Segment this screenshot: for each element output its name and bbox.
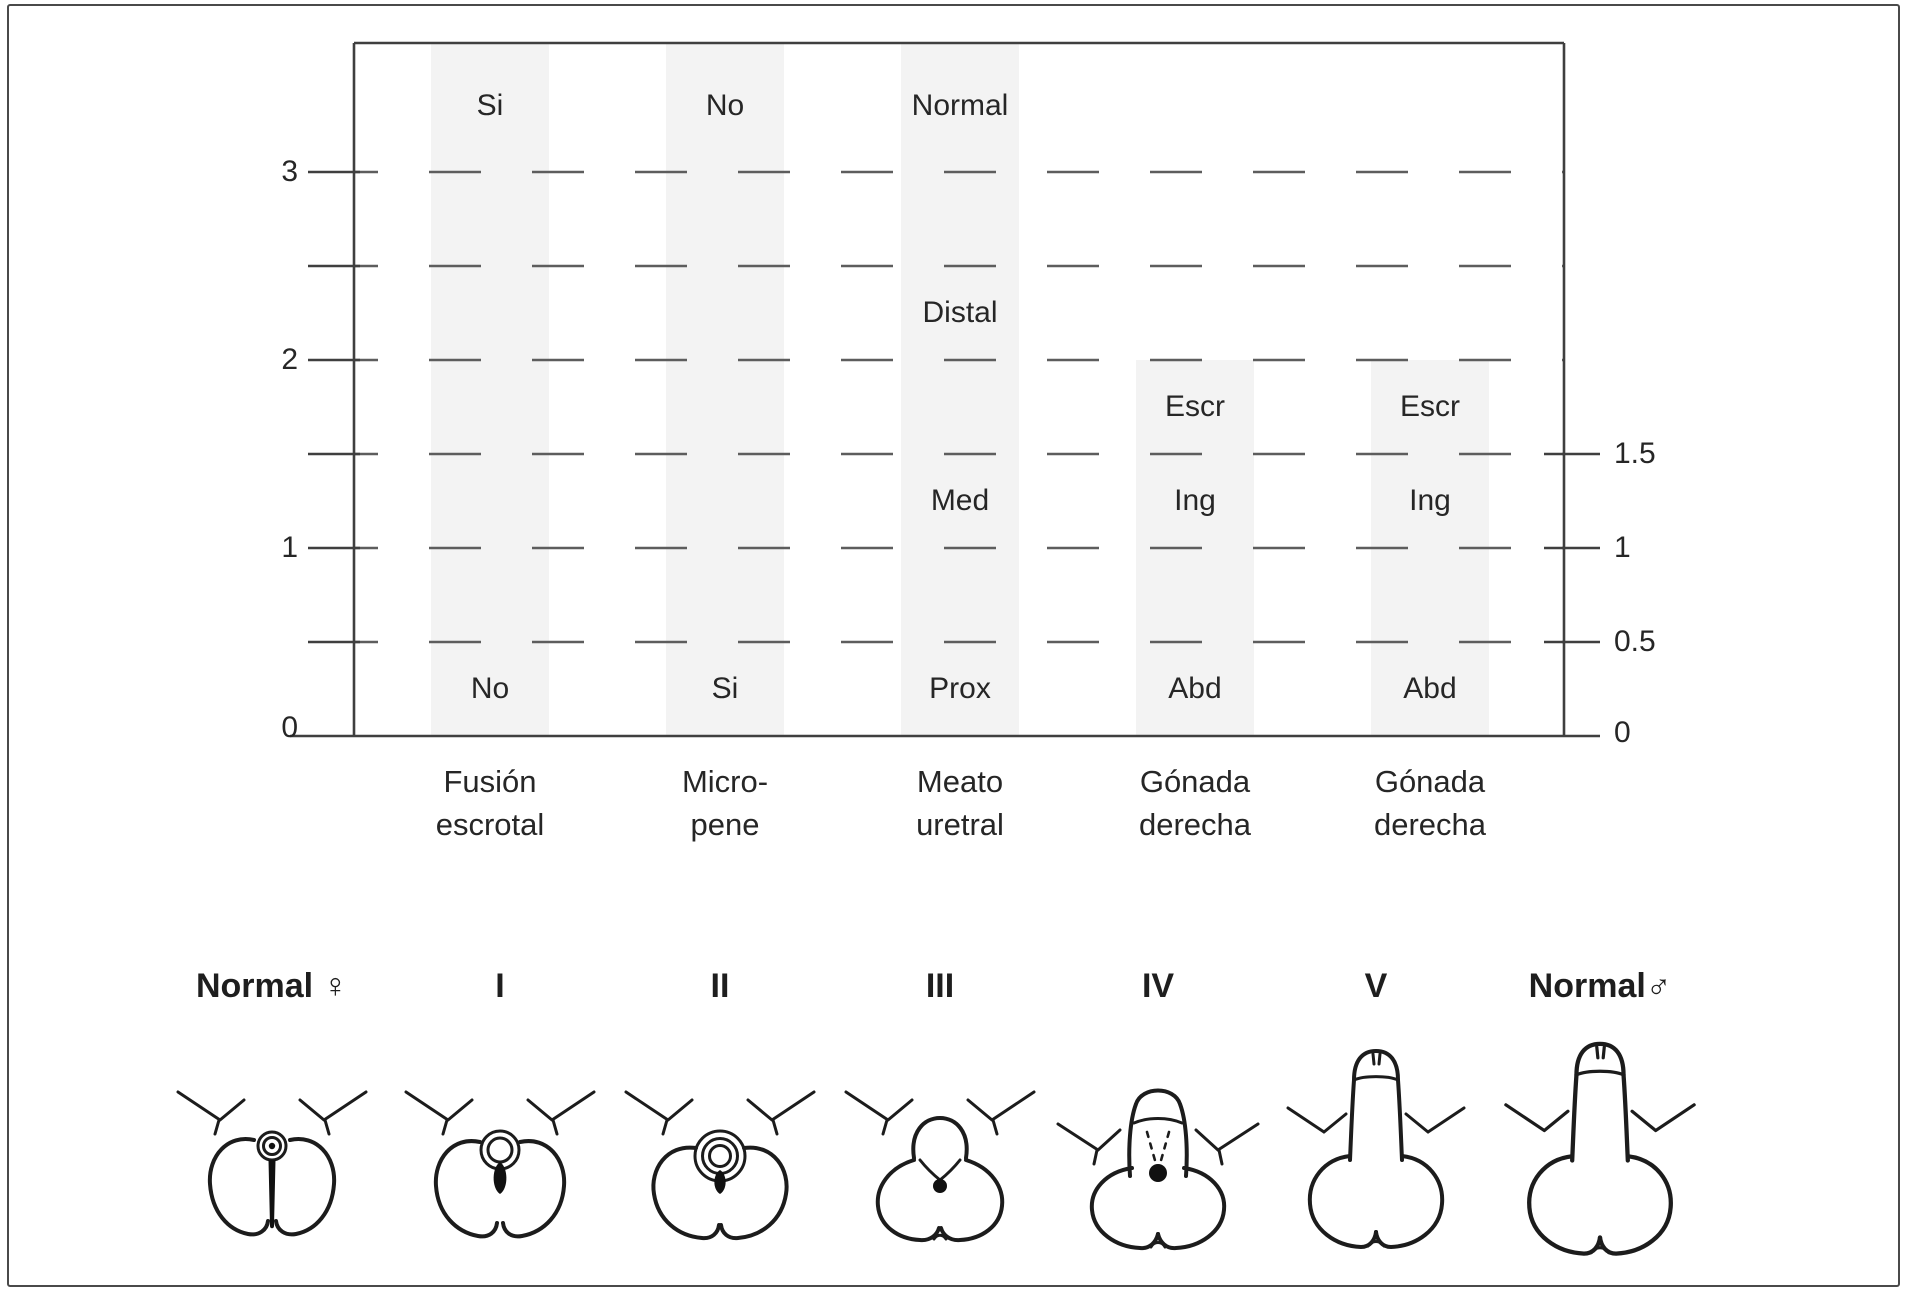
category-line: Gónada — [1139, 764, 1251, 799]
stage-label-normal-male: Normal♂ — [1528, 967, 1672, 1005]
band-micropene — [666, 43, 784, 736]
category-gonada-derecha-2 — [1320, 760, 1540, 846]
right-axis-label-1: 1 — [1614, 531, 1631, 564]
option-meato-prox: Prox — [929, 672, 991, 705]
option-fusion-no: No — [470, 672, 510, 705]
category-meato-uretral — [850, 760, 1070, 846]
option-meato-distal: Distal — [922, 296, 998, 329]
option-gonada2-abd: Abd — [1403, 672, 1457, 705]
category-fusion-escrotal — [380, 760, 600, 846]
genitalia-prader-4-icon — [1048, 1028, 1268, 1263]
category-line: escrotal — [435, 807, 545, 842]
option-micropene-no: No — [705, 89, 745, 122]
genitalia-normal-female-icon — [162, 1028, 382, 1263]
right-axis-label-0: 0 — [1614, 716, 1631, 749]
band-meato-uretral — [901, 43, 1019, 736]
category-line: Fusión — [443, 764, 537, 799]
category-line: Gónada — [1374, 764, 1486, 799]
option-fusion-si: Si — [476, 89, 504, 122]
option-gonada2-escr: Escr — [1400, 390, 1460, 423]
category-line: Micro- — [681, 764, 769, 799]
option-gonada1-ing: Ing — [1174, 484, 1216, 517]
category-gonada-derecha-1 — [1085, 760, 1305, 846]
stage-label-normal-female: Normal ♀ — [195, 967, 349, 1005]
left-axis-label-3: 3 — [281, 155, 298, 188]
genitalia-prader-1-icon — [390, 1028, 610, 1263]
left-axis-label-1: 1 — [281, 531, 298, 564]
option-micropene-si: Si — [711, 672, 739, 705]
option-gonada1-abd: Abd — [1168, 672, 1222, 705]
left-axis-label-2: 2 — [281, 343, 298, 376]
option-gonada2-ing: Ing — [1409, 484, 1451, 517]
option-meato-normal: Normal — [911, 89, 1009, 122]
left-axis-label-0: 0 — [281, 711, 298, 744]
stage-label-5: V — [1364, 967, 1388, 1005]
stage-label-3: III — [925, 967, 955, 1005]
stage-label-2: II — [710, 967, 730, 1005]
genitalia-normal-male-icon — [1490, 1028, 1710, 1263]
genitalia-prader-2-icon — [610, 1028, 830, 1263]
category-line: derecha — [1138, 807, 1252, 842]
category-line: pene — [690, 807, 760, 842]
genitalia-prader-5-icon — [1266, 1028, 1486, 1263]
category-line: Meato — [916, 764, 1004, 799]
stage-label-1: I — [495, 967, 505, 1005]
band-fusion-escrotal — [431, 43, 549, 736]
option-gonada1-escr: Escr — [1165, 390, 1225, 423]
stage-label-4: IV — [1141, 967, 1175, 1005]
category-line: uretral — [916, 807, 1004, 842]
option-meato-med: Med — [930, 484, 990, 517]
right-axis-label-1_5: 1.5 — [1614, 437, 1656, 470]
right-axis-label-0_5: 0.5 — [1614, 625, 1656, 658]
category-line: derecha — [1373, 807, 1487, 842]
genitalia-prader-3-icon — [830, 1028, 1050, 1263]
category-micropene — [615, 760, 835, 846]
